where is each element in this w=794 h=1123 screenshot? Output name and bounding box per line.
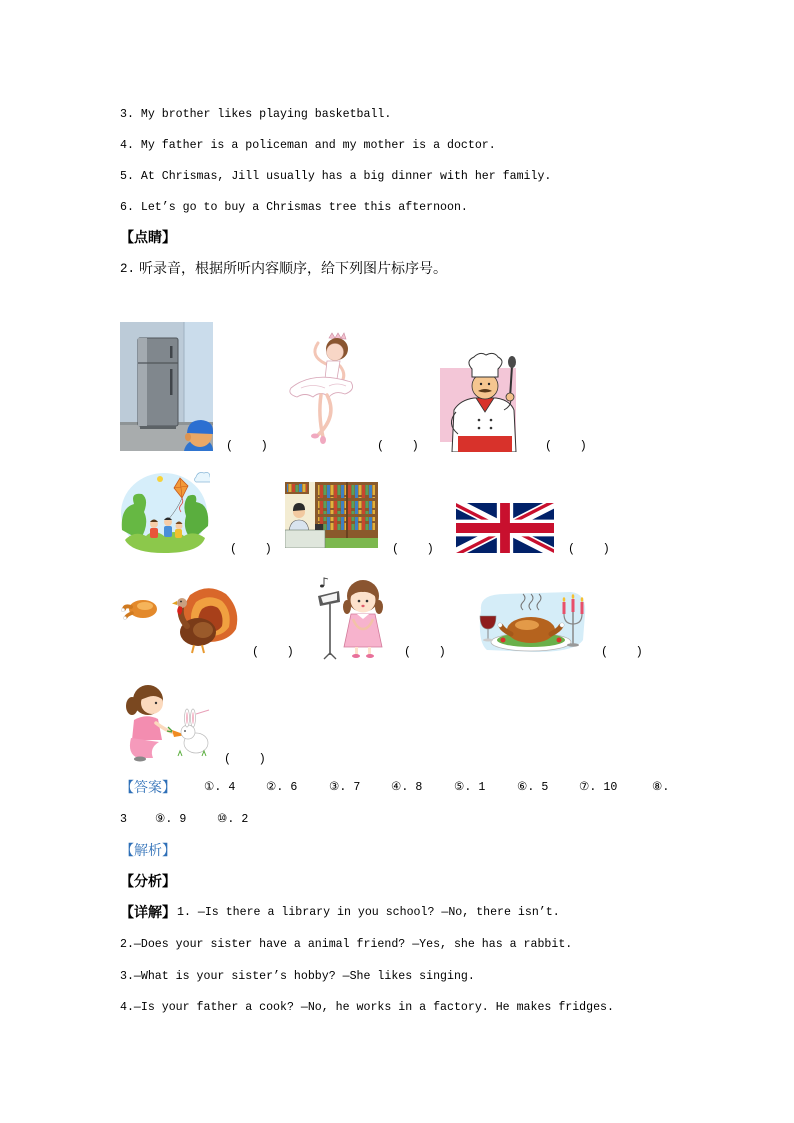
sentence-3: 3. My brother likes playing basketball. [120,108,392,121]
sentence-4: 4. My father is a policeman and my mother is a doctor. [120,139,496,152]
answer-item-7 [579,780,617,796]
chef-illustration [440,352,530,452]
girl [126,685,174,762]
answer-item-value: 8 [415,781,423,794]
answer-item-8-value: 3 [120,813,127,826]
answer-item-5 [454,780,485,796]
answer-blank: ( ) [404,646,446,659]
answer-item-label: ⑩. [217,813,235,826]
answer-item-6 [517,780,548,796]
answer-item-value: 9 [179,813,187,826]
answer-item-3 [329,780,360,796]
answer-blank: ( ) [226,440,268,453]
detail-line-1: 1. —Is there a library in you school? —No, there isn’t. [177,906,560,919]
answer-item-2 [266,780,297,796]
ballerina-illustration [285,330,360,447]
question-instruction: 听录音，根据所听内容顺序，给下列图片标序号。 [139,261,447,277]
detail-line-4: 4.—Is your father a cook? —No, he works in a factory. He makes fridges. [120,1001,614,1014]
answer-item-value: 6 [290,781,298,794]
singing-girl [343,580,383,658]
girl-singing-illustration [315,575,392,660]
answer-item-8-label: ⑧. [652,781,670,794]
answer-item-value: 7 [353,781,361,794]
sentence-5: 5. At Chrismas, Jill usually has a big dinner with her family. [120,170,552,183]
answer-blank: ( ) [545,440,587,453]
answer-item-label: ⑥. [517,781,535,794]
answer-item-label: ①. [204,781,222,794]
answer-blank: ( ) [224,753,266,766]
turkey-icon [168,585,240,655]
detail-line-2: 2.—Does your sister have a animal friend? —Yes, she has a rabbit. [120,938,573,951]
answer-item-4 [391,780,422,796]
uk-flag-illustration [456,503,554,553]
section-label-dianjing: 【点睛】 [120,230,176,246]
roast-turkey-dinner-illustration [475,590,588,655]
fridge [138,338,178,429]
detail-line-3: 3.—What is your sister’s hobby? —She likes singing. [120,970,475,983]
answer-blank: ( ) [377,440,419,453]
answer-item-value: 4 [228,781,236,794]
answer-item-value: 1 [478,781,486,794]
answer-item-label: ⑤. [454,781,472,794]
answer-blank: ( ) [252,646,294,659]
answer-item-1 [204,780,235,796]
rabbit [181,709,209,753]
answer-item-label: ②. [266,781,284,794]
answer-item-10 [217,812,248,828]
section-label-jiexi: 【解析】 [120,843,176,859]
answer-item-value: 5 [541,781,549,794]
question-number: 2. [120,262,136,276]
bookshelf [315,482,378,538]
sentence-6: 6. Let’s go to buy a Chrismas tree this afternoon. [120,201,468,214]
answer-item-label: ③. [329,781,347,794]
answer-item-value: 10 [603,781,618,794]
answer-blank: ( ) [392,543,434,556]
answer-item-label: ⑨. [155,813,173,826]
section-label-fenxi: 【分析】 [120,874,176,890]
section-label-answer: 【答案】 [120,780,176,796]
answer-blank: ( ) [230,543,272,556]
answer-blank: ( ) [568,543,610,556]
answer-blank: ( ) [601,646,643,659]
answer-item-value: 2 [241,813,249,826]
roast-chicken-icon [120,596,158,620]
kite-flying-park-illustration [120,468,210,553]
section-label-xiangjie: 【详解】 [120,905,176,921]
answer-item-label: ④. [391,781,409,794]
girl-feeding-rabbit-illustration [118,678,210,762]
library-illustration [285,482,378,548]
music-stand [318,578,340,659]
answer-item-9 [155,812,186,828]
answer-item-label: ⑦. [579,781,597,794]
fridge-illustration [120,322,213,451]
